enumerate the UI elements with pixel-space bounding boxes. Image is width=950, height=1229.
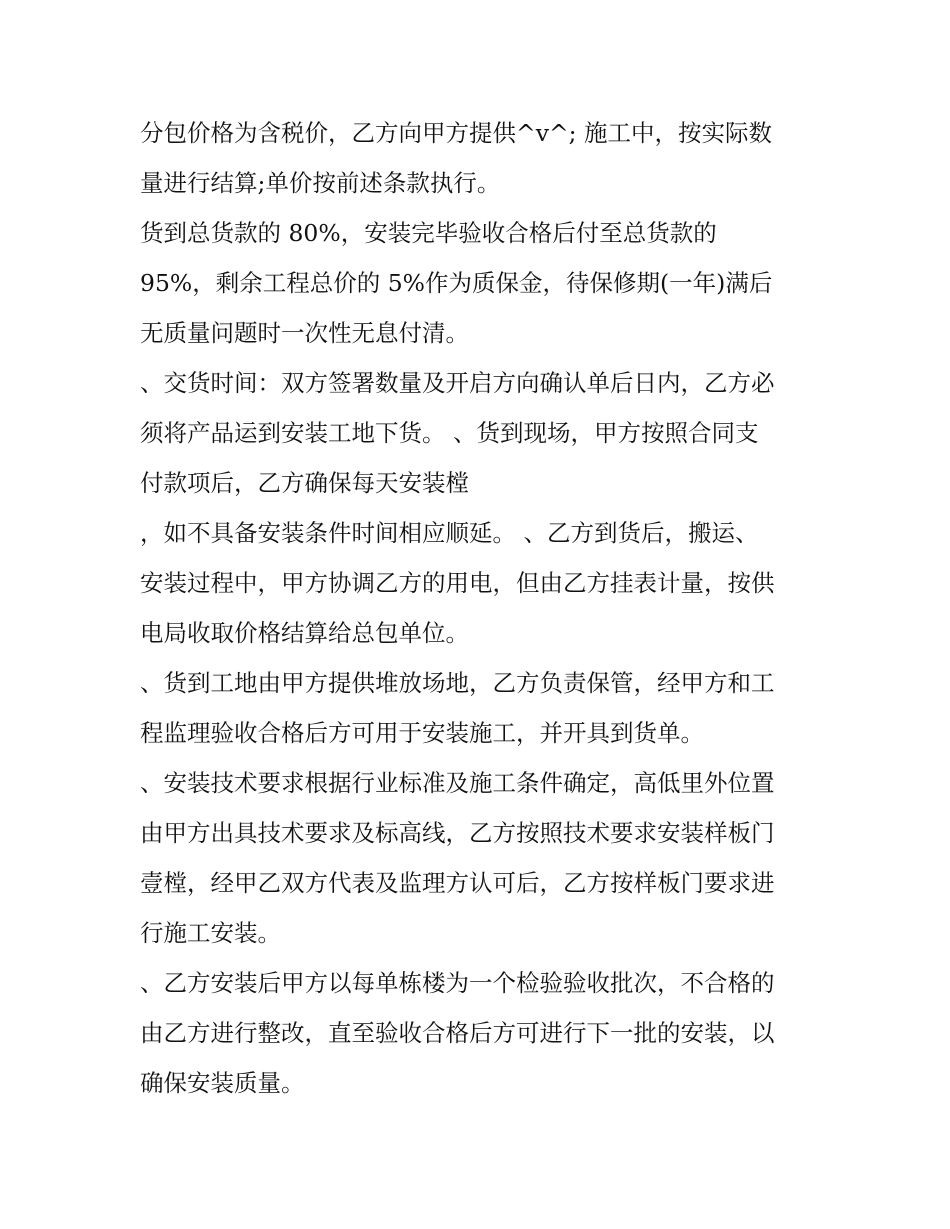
text-line: 货到总货款的 80%，安装完毕验收合格后付至总货款的 (140, 219, 717, 247)
text-line: 安装过程中，甲方协调乙方的用电，但由乙方挂表计量，按供 (140, 569, 775, 597)
text-line: 程监理验收合格后方可用于安装施工，并开具到货单。 (140, 719, 704, 747)
document-body (140, 108, 830, 1108)
text-line: 由乙方进行整改，直至验收合格后方可进行下一批的安装，以 (140, 1019, 775, 1047)
text-line: 95%，剩余工程总价的 5%作为质保金，待保修期(一年)满后 (140, 269, 773, 297)
text-line: 壹樘，经甲乙双方代表及监理方认可后，乙方按样板门要求进 (140, 869, 775, 897)
text-line: 、交货时间：双方签署数量及开启方向确认单后日内，乙方必 (140, 369, 775, 397)
text-line: 分包价格为含税价，乙方向甲方提供^v^; 施工中，按实际数 (140, 119, 773, 147)
text-line: ，如不具备安装条件时间相应顺延。 、乙方到货后，搬运、 (140, 519, 759, 547)
text-line: 量进行结算;单价按前述条款执行。 (140, 169, 501, 197)
text-line: 确保安装质量。 (140, 1069, 305, 1097)
text-line: 行施工安装。 (140, 919, 281, 947)
text-line: 无质量问题时一次性无息付清。 (140, 319, 469, 347)
text-line: 付款项后，乙方确保每天安装樘 (140, 469, 469, 497)
text-line: 须将产品运到安装工地下货。 、货到现场，甲方按照合同支 (140, 419, 759, 447)
text-line: 、安装技术要求根据行业标准及施工条件确定，高低里外位置 (140, 769, 775, 797)
text-line: 电局收取价格结算给总包单位。 (140, 619, 469, 647)
text-line: 、乙方安装后甲方以每单栋楼为一个检验验收批次，不合格的 (140, 969, 775, 997)
text-line: 由甲方出具技术要求及标高线，乙方按照技术要求安装样板门 (140, 819, 775, 847)
text-line: 、货到工地由甲方提供堆放场地，乙方负责保管，经甲方和工 (140, 669, 775, 697)
